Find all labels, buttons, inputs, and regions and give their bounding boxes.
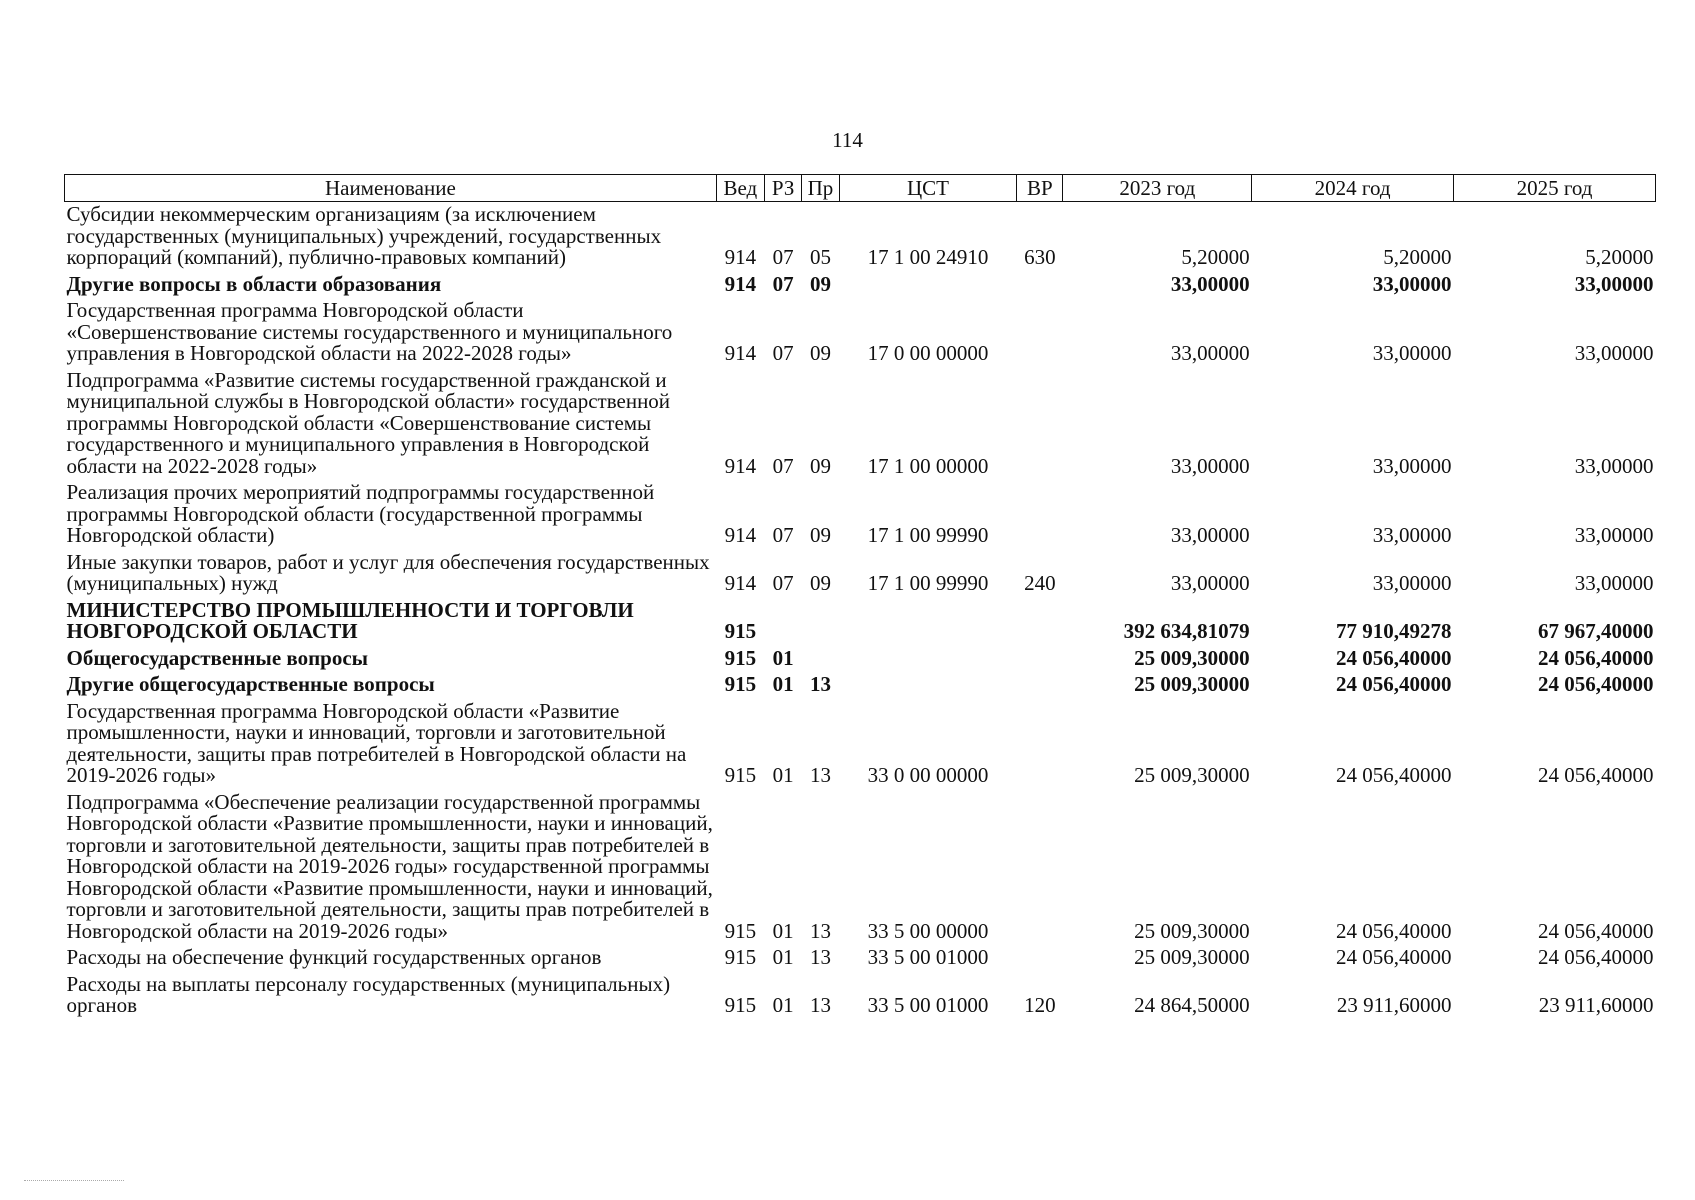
cell-cst: 17 1 00 99990 <box>867 523 989 547</box>
cell-cst: 33 5 00 00000 <box>867 918 989 943</box>
cell-cst: 33 0 00 00000 <box>867 763 989 787</box>
cell-rz: 01 <box>772 645 794 670</box>
header-cst: ЦСТ <box>839 175 1017 202</box>
cell-2025: 24 056,40000 <box>1538 672 1654 696</box>
cell-cst: 17 1 00 00000 <box>867 453 989 478</box>
cell-2024: 23 911,60000 <box>1336 993 1452 1017</box>
scan-artifact-rule <box>24 1180 124 1182</box>
table-row <box>65 298 1656 368</box>
cell-rz: 01 <box>772 763 794 787</box>
cell-ved: 914 <box>724 271 757 296</box>
cell-cst <box>839 598 1017 646</box>
cell-vr: 240 <box>1024 571 1056 595</box>
cell-2025: 33,00000 <box>1574 341 1654 365</box>
table-row <box>65 972 1656 1020</box>
cell-vr <box>1017 646 1063 673</box>
table-row <box>65 480 1656 550</box>
cell-rz: 07 <box>772 245 794 269</box>
table-row <box>65 672 1656 699</box>
cell-cst: 17 1 00 99990 <box>867 571 989 595</box>
cell-vr <box>1017 298 1063 368</box>
cell-rz: 01 <box>772 993 794 1017</box>
cell-name: Общегосударственные вопросы <box>66 645 369 670</box>
page-number: 114 <box>832 128 863 152</box>
cell-pr <box>802 598 839 646</box>
cell-cst <box>839 672 1017 699</box>
cell-cst: 33 5 00 01000 <box>867 993 989 1017</box>
table-row <box>65 368 1656 481</box>
cell-vr <box>1017 368 1063 481</box>
cell-ved: 915 <box>724 918 757 943</box>
cell-rz: 01 <box>772 672 794 696</box>
cell-2024: 77 910,49278 <box>1336 619 1452 643</box>
cell-2024: 24 056,40000 <box>1336 672 1452 696</box>
cell-2024: 33,00000 <box>1372 453 1452 478</box>
table-row <box>65 272 1656 299</box>
cell-vr <box>1017 790 1063 946</box>
cell-cst: 17 1 00 24910 <box>867 245 989 269</box>
cell-name: Субсидии некоммерческим организациям (за исключением государственных (муниципальных) учреждений, государственных корпораций (компаний), публично-правовых компаний) <box>66 202 662 269</box>
cell-pr: 13 <box>809 945 831 969</box>
header-pr: Пр <box>802 175 839 202</box>
header-vr: ВР <box>1017 175 1063 202</box>
cell-2025: 24 056,40000 <box>1538 918 1654 943</box>
cell-pr: 09 <box>809 453 831 478</box>
cell-ved: 914 <box>724 453 757 478</box>
cell-vr <box>1017 672 1063 699</box>
cell-2023: 5,20000 <box>1181 245 1250 269</box>
cell-name: Другие вопросы в области образования <box>66 271 442 296</box>
cell-2023: 24 864,50000 <box>1134 993 1250 1017</box>
table-row <box>65 202 1656 272</box>
cell-2023: 25 009,30000 <box>1134 945 1250 969</box>
cell-2024: 24 056,40000 <box>1336 945 1452 969</box>
table-row <box>65 646 1656 673</box>
cell-pr: 13 <box>809 918 831 943</box>
cell-2025: 24 056,40000 <box>1538 645 1654 670</box>
cell-name: МИНИСТЕРСТВО ПРОМЫШЛЕННОСТИ И ТОРГОВЛИ НОВГОРОДСКОЙ ОБЛАСТИ <box>66 597 634 643</box>
cell-vr: 630 <box>1024 245 1056 269</box>
table-header <box>65 175 1656 202</box>
cell-ved: 915 <box>724 645 757 670</box>
budget-table <box>64 174 1656 1020</box>
cell-2023: 33,00000 <box>1170 271 1250 296</box>
cell-2024: 24 056,40000 <box>1336 645 1452 670</box>
cell-cst <box>839 646 1017 673</box>
cell-name: Реализация прочих мероприятий подпрограммы государственной программы Новгородской области (государственной программы Новгородской области) <box>66 480 655 547</box>
cell-name: Расходы на обеспечение функций государственных органов <box>66 945 602 969</box>
table-row <box>65 598 1656 646</box>
cell-ved: 915 <box>724 672 757 696</box>
cell-2025: 33,00000 <box>1574 453 1654 478</box>
cell-pr: 13 <box>809 993 831 1017</box>
cell-ved: 914 <box>724 341 757 365</box>
header-rz: РЗ <box>765 175 802 202</box>
cell-ved: 915 <box>724 619 757 643</box>
cell-name: Государственная программа Новгородской области «Развитие промышленности, науки и инноваций, торговли и заготовительной деятельности, защиты прав потребителей в Новгородской области на 2019-2026 годы» <box>66 698 687 787</box>
cell-ved: 914 <box>724 571 757 595</box>
cell-2023: 25 009,30000 <box>1134 763 1250 787</box>
header-ved: Вед <box>716 175 764 202</box>
cell-2024: 33,00000 <box>1372 341 1452 365</box>
table-row <box>65 945 1656 972</box>
header-name: Наименование <box>65 175 717 202</box>
cell-name: Государственная программа Новгородской области «Совершенствование системы государственного и муниципального управления в Новгородской области на 2022-2028 годы» <box>66 298 673 365</box>
cell-2025: 23 911,60000 <box>1538 993 1654 1017</box>
cell-2024: 24 056,40000 <box>1336 763 1452 787</box>
cell-vr <box>1017 480 1063 550</box>
cell-ved: 915 <box>724 763 757 787</box>
cell-rz: 07 <box>772 453 794 478</box>
cell-pr: 09 <box>809 341 831 365</box>
cell-2024: 24 056,40000 <box>1336 918 1452 943</box>
cell-2024: 33,00000 <box>1372 523 1452 547</box>
cell-2025: 33,00000 <box>1574 571 1654 595</box>
cell-pr: 13 <box>809 672 831 696</box>
cell-name: Другие общегосударственные вопросы <box>66 672 435 696</box>
cell-rz <box>765 598 802 646</box>
header-2025: 2025 год <box>1454 175 1656 202</box>
cell-name: Подпрограмма «Развитие системы государственной гражданской и муниципальной службы в Новгородской области» государственной программы Новгородской области «Совершенствование системы государственного и муниципального управления в Новгородской области на 2022-2028 годы» <box>66 367 671 478</box>
cell-ved: 914 <box>724 245 757 269</box>
cell-rz: 01 <box>772 945 794 969</box>
cell-pr: 09 <box>809 571 831 595</box>
cell-2023: 33,00000 <box>1170 571 1250 595</box>
cell-vr: 120 <box>1024 993 1056 1017</box>
cell-pr: 13 <box>809 763 831 787</box>
cell-pr: 09 <box>809 271 831 296</box>
header-2023: 2023 год <box>1063 175 1252 202</box>
cell-pr: 05 <box>809 245 831 269</box>
cell-rz: 07 <box>772 341 794 365</box>
cell-2023: 33,00000 <box>1170 523 1250 547</box>
cell-2025: 67 967,40000 <box>1538 619 1654 643</box>
cell-2025: 5,20000 <box>1585 245 1654 269</box>
cell-vr <box>1017 598 1063 646</box>
cell-rz: 01 <box>772 918 794 943</box>
cell-ved: 915 <box>724 993 757 1017</box>
cell-pr: 09 <box>809 523 831 547</box>
cell-vr <box>1017 945 1063 972</box>
table-row <box>65 790 1656 946</box>
header-2024: 2024 год <box>1252 175 1454 202</box>
cell-rz: 07 <box>772 271 794 296</box>
cell-2024: 5,20000 <box>1383 245 1452 269</box>
cell-2023: 33,00000 <box>1170 341 1250 365</box>
cell-2025: 33,00000 <box>1574 523 1654 547</box>
cell-2023: 392 634,81079 <box>1123 619 1250 643</box>
cell-name: Расходы на выплаты персоналу государственных (муниципальных) органов <box>66 971 671 1017</box>
cell-name: Иные закупки товаров, работ и услуг для обеспечения государственных (муниципальных) нужд <box>66 549 710 595</box>
cell-cst: 17 0 00 00000 <box>867 341 989 365</box>
cell-cst: 33 5 00 01000 <box>867 945 989 969</box>
cell-pr <box>802 646 839 673</box>
table-row <box>65 699 1656 790</box>
cell-name: Подпрограмма «Обеспечение реализации государственной программы Новгородской области «Развитие промышленности, науки и инноваций, торговли и заготовительной деятельности, защиты прав потребителей в Новгородской области на 2019-2026 годы» государственной программы Новгородской области «Развитие промышленности, науки и инноваций, торговли и заготовительной деятельности, защиты прав потребителей в Новгородской области на 2019-2026 годы» <box>66 789 713 943</box>
cell-ved: 914 <box>724 523 757 547</box>
cell-2025: 33,00000 <box>1574 271 1654 296</box>
cell-rz: 07 <box>772 523 794 547</box>
cell-2024: 33,00000 <box>1372 271 1452 296</box>
cell-2023: 33,00000 <box>1170 453 1250 478</box>
cell-ved: 915 <box>724 945 757 969</box>
cell-2025: 24 056,40000 <box>1538 763 1654 787</box>
table-body <box>65 202 1656 1020</box>
table-row <box>65 550 1656 598</box>
cell-2023: 25 009,30000 <box>1134 918 1250 943</box>
cell-2023: 25 009,30000 <box>1134 645 1250 670</box>
cell-rz: 07 <box>772 571 794 595</box>
cell-cst <box>839 272 1017 299</box>
cell-2023: 25 009,30000 <box>1134 672 1250 696</box>
cell-vr <box>1017 699 1063 790</box>
cell-2024: 33,00000 <box>1372 571 1452 595</box>
cell-vr <box>1017 272 1063 299</box>
cell-2025: 24 056,40000 <box>1538 945 1654 969</box>
